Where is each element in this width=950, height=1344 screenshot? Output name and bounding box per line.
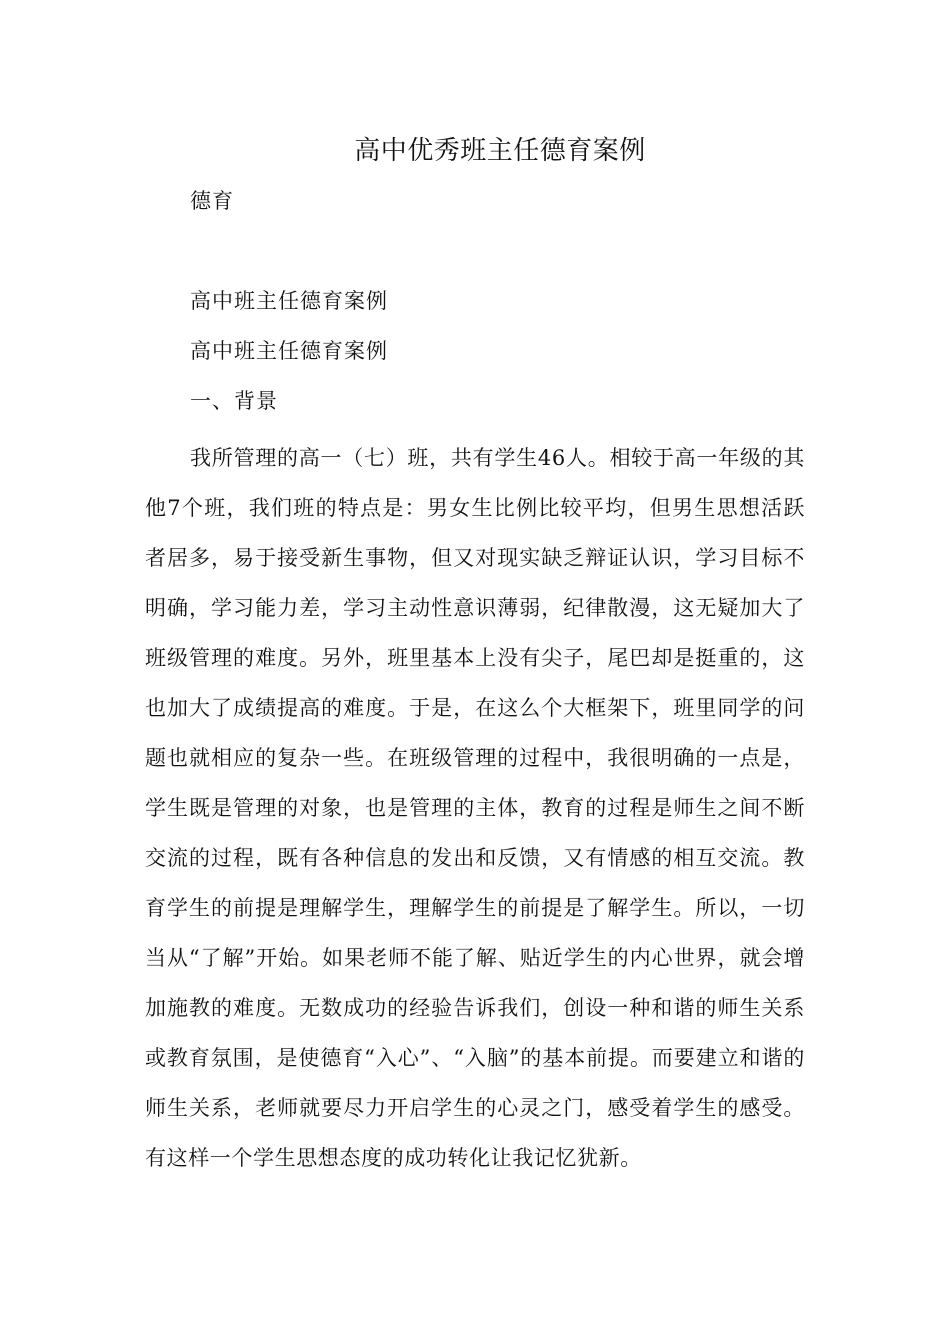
document-title: 高中优秀班主任德育案例 [354,136,646,166]
body-paragraph: 我所管理的高一（七）班，共有学生46人。相较于高一年级的其他7个班，我们班的特点是：男女生比例比较平均，但男生思想活跃者居多，易于接受新生事物，但又对现实缺乏辩证认识，学习目标不明确，学习能力差，学习主动性意识薄弱，纪律散漫，这无疑加大了班级管理的难度。另外，班里基本上没有尖子，尾巴却是挺重的，这也加大了成绩提高的难度。于是，在这么个大框架下，班里同学的问题也就相应的复杂一些。在班级管理的过程中，我很明确的一点是，学生既是管理的对象，也是管理的主体，教育的过程是师生之间不断交流的过程，既有各种信息的发出和反馈，又有情感的相互交流。教育学生的前提是理解学生，理解学生的前提是了解学生。所以，一切当从“了解”开始。如果老师不能了解、贴近学生的内心世界，就会增加施教的难度。无数成功的经验告诉我们，创设一种和谐的师生关系或教育氛围，是使德育“入心”、“入脑”的基本前提。而要建立和谐的师生关系，老师就要尽力开启学生的心灵之门，感受着学生的感受。有这样一个学生思想态度的成功转化让我记忆犹新。 [145,446,805,1170]
subtitle-line-1: 高中班主任德育案例 [190,289,388,313]
subtitle-line-2: 高中班主任德育案例 [190,339,388,363]
category-label: 德育 [190,189,234,213]
section-heading: 一、背景 [190,389,278,413]
